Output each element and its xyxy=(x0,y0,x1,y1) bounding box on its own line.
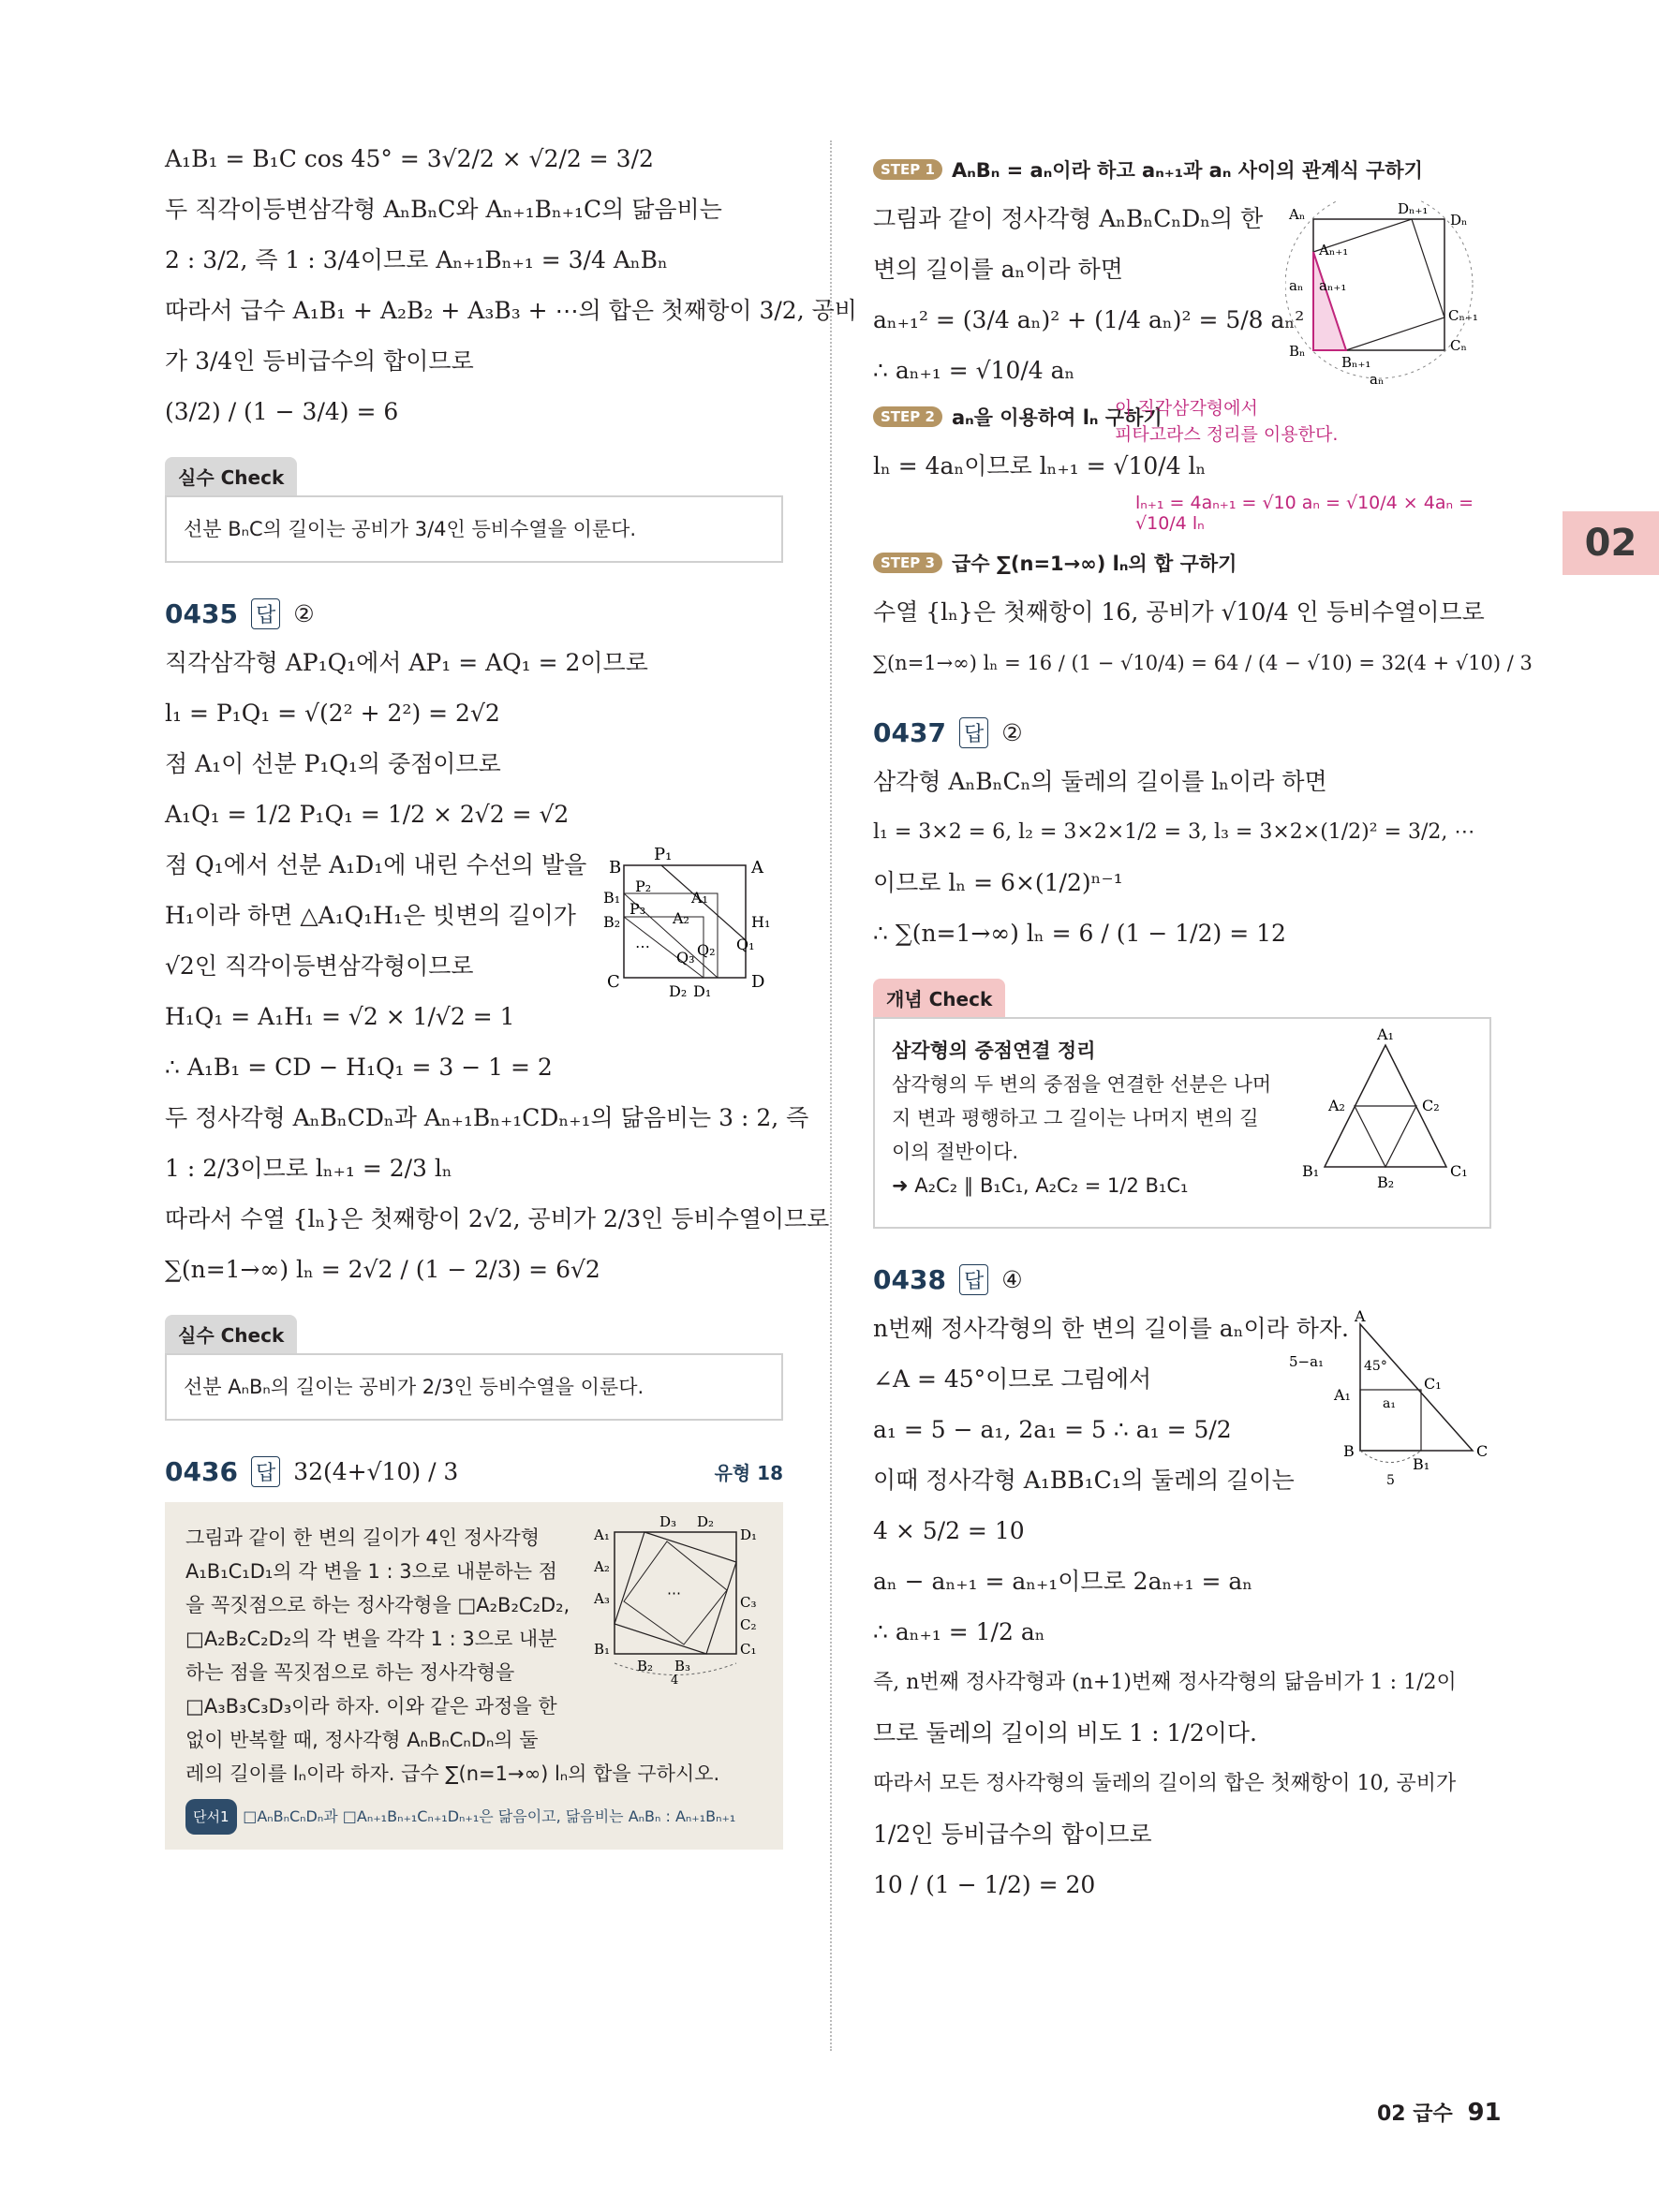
solution-line: ∴ aₙ₊₁ = 1/2 aₙ xyxy=(873,1618,1045,1645)
fig-label: a₁ xyxy=(1383,1396,1396,1411)
problem-number: 0436 xyxy=(165,1456,238,1487)
concept-check-box xyxy=(873,979,1491,1229)
solution-line: √2인 직각이등변삼각형이므로 xyxy=(165,952,474,980)
problem-line: 그림과 같이 한 변의 길이가 4인 정사각형 xyxy=(185,1526,540,1549)
fig-label: ⋯ xyxy=(635,937,650,955)
answer-value: 32(4+√10) / 3 xyxy=(293,1458,459,1485)
fig-label: A₁ xyxy=(1334,1386,1351,1404)
intro-line: A₁B₁ = B₁C cos 45° = 3√2/2 × √2/2 = 3/2 xyxy=(165,145,654,172)
fig-label: A₁ xyxy=(1377,1026,1394,1043)
fig-label: Aₙ₊₁ xyxy=(1319,242,1349,258)
answer-value: ② xyxy=(1001,719,1023,746)
fig-label: A₃ xyxy=(594,1590,610,1607)
problem-line: 을 꼭짓점으로 하는 정사각형을 □A₂B₂C₂D₂, xyxy=(185,1594,570,1616)
fig-label: Aₙ xyxy=(1289,206,1306,223)
step-badge: STEP 3 xyxy=(873,553,942,573)
problem-number: 0435 xyxy=(165,598,238,629)
fig-label: B₁ xyxy=(1413,1455,1430,1473)
step-line: aₙ₊₁² = (3/4 aₙ)² + (1/4 aₙ)² = 5/8 aₙ² xyxy=(873,306,1305,333)
hint-text: □AₙBₙCₙDₙ과 □Aₙ₊₁Bₙ₊₁Cₙ₊₁Dₙ₊₁은 닮음이고, 닮음비는 AₙBₙ : Aₙ₊₁Bₙ₊₁ xyxy=(243,1807,736,1825)
figure-step1-square xyxy=(1285,200,1491,406)
chapter-side-tab: 02 xyxy=(1563,511,1659,575)
fig-label: Cₙ₊₁ xyxy=(1448,307,1478,324)
problem-line: A₁B₁C₁D₁의 각 변을 1 : 3으로 내분하는 점 xyxy=(185,1560,557,1583)
step-title: AₙBₙ = aₙ이라 하고 aₙ₊₁과 aₙ 사이의 관계식 구하기 xyxy=(951,159,1423,182)
fig-label: B₂ xyxy=(603,913,621,931)
note-line: 이 직각삼각형에서 xyxy=(1115,398,1258,419)
solution-line: ∴ ∑(n=1→∞) lₙ = 6 / (1 − 1/2) = 12 xyxy=(873,920,1286,947)
fig-label: D₂ xyxy=(669,982,688,1000)
solution-line: 삼각형 AₙBₙCₙ의 둘레의 길이를 lₙ이라 하면 xyxy=(873,768,1327,795)
concept-title: 삼각형의 중점연결 정리 xyxy=(892,1040,1096,1062)
step-line: 변의 길이를 aₙ이라 하면 xyxy=(873,256,1123,283)
fig-label: 4 xyxy=(671,1674,679,1688)
solution-line: n번째 정사각형의 한 변의 길이를 aₙ이라 하자. xyxy=(873,1315,1350,1342)
solution-line: A₁Q₁ = 1/2 P₁Q₁ = 1/2 × 2√2 = √2 xyxy=(165,801,570,828)
fig-label: C xyxy=(1476,1442,1489,1460)
intro-solution xyxy=(165,140,857,431)
fig-label: ⋯ xyxy=(667,1585,681,1601)
solution-line: ∠A = 45°이므로 그림에서 xyxy=(873,1365,1152,1393)
solution-line: 점 Q₁에서 선분 A₁D₁에 내린 수선의 발을 xyxy=(165,851,587,878)
fig-label: D₂ xyxy=(697,1513,715,1530)
fig-label: C₂ xyxy=(740,1616,757,1633)
problem-header-0436 xyxy=(165,1456,783,1487)
solution-line: 즉, n번째 정사각형과 (n+1)번째 정사각형의 닮음비가 1 : 1/2이 xyxy=(873,1671,1457,1694)
figure-0438-triangle xyxy=(1285,1310,1491,1497)
answer-value: ② xyxy=(293,600,315,627)
fig-label: B₂ xyxy=(637,1658,654,1674)
figure-0435-squares xyxy=(596,847,783,1006)
fig-label: Dₙ xyxy=(1450,212,1468,229)
problem-header-0435 xyxy=(165,598,783,629)
problem-line: 레의 길이를 lₙ이라 하자. 급수 ∑(n=1→∞) lₙ의 합을 구하시오. xyxy=(185,1762,720,1785)
solution-line: 10 / (1 − 1/2) = 20 xyxy=(873,1871,1096,1898)
concept-line: ➜ A₂C₂ ∥ B₁C₁, A₂C₂ = 1/2 B₁C₁ xyxy=(892,1174,1189,1197)
fig-label: B₂ xyxy=(1377,1173,1395,1191)
page-footer xyxy=(1377,2098,1502,2127)
fig-label: B xyxy=(609,858,622,877)
fig-label: Q₂ xyxy=(697,941,716,959)
fig-label: A₂ xyxy=(1328,1097,1345,1114)
solution-line: l₁ = 3×2 = 6, l₂ = 3×2×1/2 = 3, l₃ = 3×2×(1/2)² = 3/2, ⋯ xyxy=(873,820,1475,844)
problem-line: □A₂B₂C₂D₂의 각 변을 각각 1 : 3으로 내분 xyxy=(185,1628,557,1650)
step-3-header xyxy=(873,549,1491,577)
fig-label: P₁ xyxy=(654,847,673,864)
problem-line: 없이 반복할 때, 정사각형 AₙBₙCₙDₙ의 둘 xyxy=(185,1729,539,1751)
answer-tag: 답 xyxy=(251,598,280,629)
fig-label: D₁ xyxy=(693,982,712,1000)
concept-line: 지 변과 평행하고 그 길이는 나머지 변의 길 xyxy=(892,1107,1259,1129)
answer-value: ④ xyxy=(1001,1266,1023,1293)
solution-line: ∑(n=1→∞) lₙ = 2√2 / (1 − 2/3) = 6√2 xyxy=(165,1256,600,1283)
problem-number: 0437 xyxy=(873,717,946,748)
problem-type-tag: 유형 18 xyxy=(714,1462,783,1484)
check-text: 선분 BₙC의 길이는 공비가 3/4인 등비수열을 이룬다. xyxy=(165,495,783,563)
solution-0438 xyxy=(873,1310,1491,1904)
fig-label: Dₙ₊₁ xyxy=(1398,200,1429,217)
footer-chapter: 02 급수 xyxy=(1377,2102,1453,2126)
fig-label: B₁ xyxy=(1302,1162,1320,1180)
fig-label: A₂ xyxy=(594,1558,610,1575)
fig-label: 45° xyxy=(1364,1359,1387,1374)
check-tab: 개념 Check xyxy=(873,979,1005,1017)
step-line: ∑(n=1→∞) lₙ = 16 / (1 − √10/4) = 64 / (4 − √10) = 32(4 + √10) / 3 xyxy=(873,652,1533,674)
intro-line: (3/2) / (1 − 3/4) = 6 xyxy=(165,398,399,425)
step-2-note: lₙ₊₁ = 4aₙ₊₁ = √10 aₙ = √10/4 × 4aₙ = √10/4 lₙ xyxy=(1135,493,1474,534)
intro-line: 가 3/4인 등비급수의 합이므로 xyxy=(165,347,474,375)
left-column xyxy=(165,140,857,1850)
fig-label: Q₃ xyxy=(676,949,695,966)
problem-line: □A₃B₃C₃D₃이라 하자. 이와 같은 과정을 한 xyxy=(185,1695,557,1718)
fig-label: B₁ xyxy=(603,889,621,907)
solution-line: 이때 정사각형 A₁BB₁C₁의 둘레의 길이는 xyxy=(873,1467,1295,1494)
problem-box-0436 xyxy=(165,1502,783,1850)
solution-line: 직각삼각형 AP₁Q₁에서 AP₁ = AQ₁ = 2이므로 xyxy=(165,649,648,676)
step-badge: STEP 1 xyxy=(873,159,942,180)
concept-line: 이의 절반이다. xyxy=(892,1141,1019,1163)
hint-badge: 단서1 xyxy=(185,1799,237,1835)
fig-label: D xyxy=(751,972,765,992)
solution-line: 이므로 lₙ = 6×(1/2)ⁿ⁻¹ xyxy=(873,869,1123,896)
fig-label: A xyxy=(751,858,763,877)
right-column xyxy=(873,148,1533,1917)
solution-line: ∴ A₁B₁ = CD − H₁Q₁ = 3 − 1 = 2 xyxy=(165,1054,553,1081)
note-line: 피타고라스 정리를 이용한다. xyxy=(1115,424,1339,445)
fig-label: C xyxy=(607,972,620,992)
intro-line: 2 : 3/2, 즉 1 : 3/4이므로 Aₙ₊₁Bₙ₊₁ = 3/4 AₙBₙ xyxy=(165,246,668,273)
mistake-check-box xyxy=(165,1315,783,1421)
fig-label: aₙ xyxy=(1289,277,1304,294)
fig-label: Q₁ xyxy=(736,936,755,953)
solution-line: aₙ − aₙ₊₁ = aₙ₊₁이므로 2aₙ₊₁ = aₙ xyxy=(873,1568,1253,1595)
problem-header-0437 xyxy=(873,717,1491,748)
fig-label: B₃ xyxy=(674,1658,691,1674)
hint-row xyxy=(185,1798,763,1835)
figure-0436-nested-squares xyxy=(586,1513,764,1691)
solution-line: l₁ = P₁Q₁ = √(2² + 2²) = 2√2 xyxy=(165,700,500,727)
fig-label: C₁ xyxy=(1424,1375,1442,1393)
intro-line: 따라서 급수 A₁B₁ + A₂B₂ + A₃B₃ + ⋯의 합은 첫째항이 3/2, 공비 xyxy=(165,297,857,324)
fig-label: P₃ xyxy=(630,900,646,918)
check-tab: 실수 Check xyxy=(165,457,297,495)
solution-line: 4 × 5/2 = 10 xyxy=(873,1517,1025,1544)
step-line: ∴ aₙ₊₁ = √10/4 aₙ xyxy=(873,357,1075,384)
solution-line: 1 : 2/3이므로 lₙ₊₁ = 2/3 lₙ xyxy=(165,1155,452,1182)
fig-label: A₂ xyxy=(673,909,689,927)
solution-line: 므로 둘레의 길이의 비도 1 : 1/2이다. xyxy=(873,1719,1257,1747)
fig-label: B₁ xyxy=(594,1641,611,1658)
step-line: 그림과 같이 정사각형 AₙBₙCₙDₙ의 한 xyxy=(873,205,1264,232)
fig-label: Cₙ xyxy=(1450,337,1467,354)
fig-label: C₁ xyxy=(740,1641,757,1658)
check-text: 선분 AₙBₙ의 길이는 공비가 2/3인 등비수열을 이룬다. xyxy=(165,1353,783,1421)
solution-0435 xyxy=(165,644,830,1289)
solution-line: 따라서 수열 {lₙ}은 첫째항이 2√2, 공비가 2/3인 등비수열이므로 xyxy=(165,1205,830,1232)
fig-label: Bₙ₊₁ xyxy=(1341,354,1371,371)
check-tab: 실수 Check xyxy=(165,1315,297,1353)
concept-line: 삼각형의 두 변의 중점을 연결한 선분은 나머 xyxy=(892,1073,1272,1096)
fig-label: H₁ xyxy=(751,913,771,931)
step-title: aₙ을 이용하여 lₙ 구하기 xyxy=(951,406,1163,429)
fig-label: D₁ xyxy=(740,1526,758,1543)
fig-label: A xyxy=(1355,1310,1366,1325)
intro-line: 두 직각이등변삼각형 AₙBₙC와 Aₙ₊₁Bₙ₊₁C의 닮음비는 xyxy=(165,196,722,223)
answer-tag: 답 xyxy=(959,717,988,748)
solution-line: a₁ = 5 − a₁, 2a₁ = 5 ∴ a₁ = 5/2 xyxy=(873,1416,1232,1443)
fig-label: P₂ xyxy=(635,877,652,895)
answer-tag: 답 xyxy=(959,1264,988,1295)
problem-line: 하는 점을 꼭짓점으로 하는 정사각형을 xyxy=(185,1661,515,1684)
fig-label: aₙ₊₁ xyxy=(1319,277,1347,294)
fig-label: aₙ xyxy=(1370,371,1385,388)
step-1-header xyxy=(873,155,1491,184)
fig-label: D₃ xyxy=(659,1513,677,1530)
fig-label: A₁ xyxy=(594,1526,610,1543)
concept-body xyxy=(873,1017,1491,1229)
fig-label: 5−a₁ xyxy=(1289,1353,1325,1370)
step-line: lₙ = 4aₙ이므로 lₙ₊₁ = √10/4 lₙ xyxy=(873,452,1207,479)
fig-label: C₁ xyxy=(1450,1162,1468,1180)
answer-tag: 답 xyxy=(251,1456,280,1487)
problem-number: 0438 xyxy=(873,1264,946,1295)
solution-line: H₁Q₁ = A₁H₁ = √2 × 1/√2 = 1 xyxy=(165,1003,515,1030)
problem-header-0438 xyxy=(873,1264,1491,1295)
fig-label: C₃ xyxy=(740,1594,757,1611)
fig-label: B xyxy=(1343,1442,1355,1460)
solution-line: 1/2인 등비급수의 합이므로 xyxy=(873,1821,1152,1848)
figure-midpoint-triangle xyxy=(1296,1026,1474,1195)
solution-line: 두 정사각형 AₙBₙCDₙ과 Aₙ₊₁Bₙ₊₁CDₙ₊₁의 닮음비는 3 : 2, 즉 xyxy=(165,1104,809,1131)
column-divider xyxy=(830,140,832,2051)
solution-line: H₁이라 하면 △A₁Q₁H₁은 빗변의 길이가 xyxy=(165,902,576,929)
mistake-check-box xyxy=(165,457,783,563)
fig-label: A₁ xyxy=(691,889,708,907)
page-number: 91 xyxy=(1467,2099,1502,2127)
fig-label: 5 xyxy=(1386,1473,1395,1488)
step-line: 수열 {lₙ}은 첫째항이 16, 공비가 √10/4 인 등비수열이므로 xyxy=(873,598,1485,626)
step-title: 급수 ∑(n=1→∞) lₙ의 합 구하기 xyxy=(951,553,1237,575)
solution-line: 점 A₁이 선분 P₁Q₁의 중점이므로 xyxy=(165,750,501,777)
fig-label: C₂ xyxy=(1422,1097,1440,1114)
solution-line: 따라서 모든 정사각형의 둘레의 길이의 합은 첫째항이 10, 공비가 xyxy=(873,1772,1457,1795)
step-badge: STEP 2 xyxy=(873,406,942,427)
fig-label: Bₙ xyxy=(1289,343,1306,360)
